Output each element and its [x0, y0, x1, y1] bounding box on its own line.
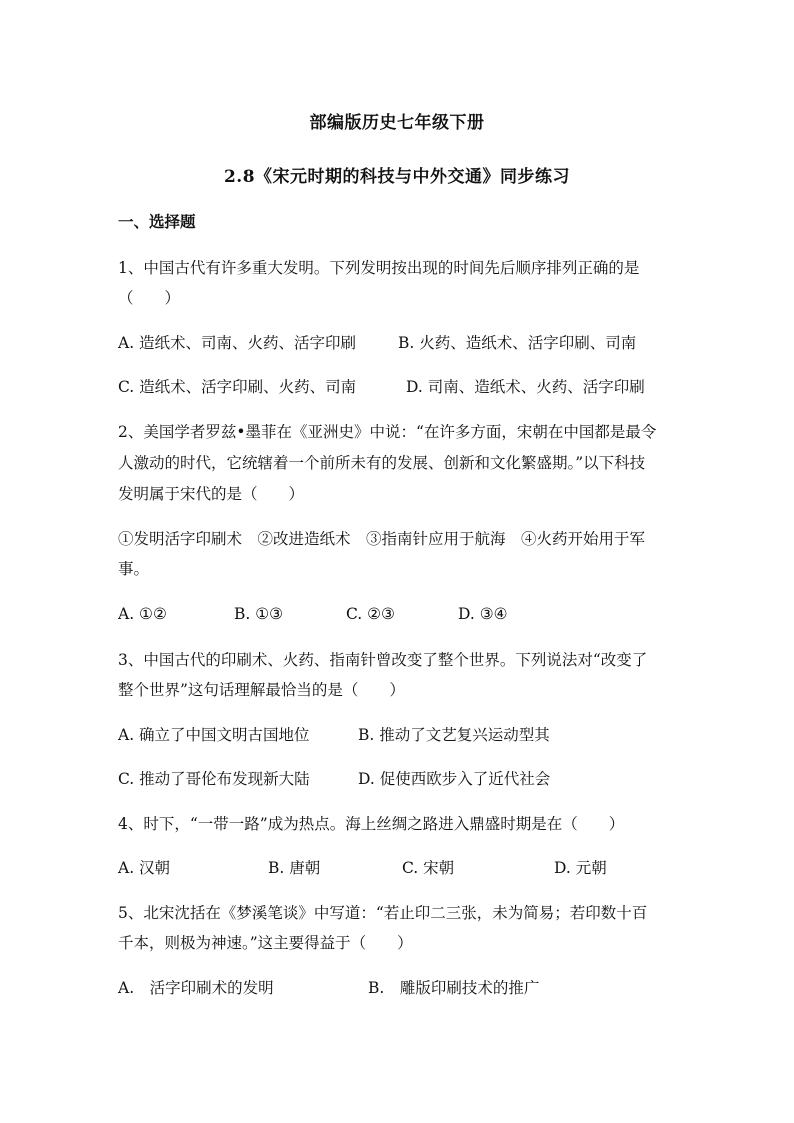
question-1-stem-line-1: 1、中国古代有许多重大发明。下列发明按出现的时间先后顺序排列正确的是 — [118, 259, 640, 277]
question-2-stem-line-1: 2、美国学者罗兹•墨菲在《亚洲史》中说：“在许多方面，宋朝在中国都是最令 — [118, 423, 657, 441]
question-1-option-a: A. 造纸术、司南、火药、活字印刷 — [118, 334, 357, 352]
question-1-option-c: C. 造纸术、活字印刷、火药、司南 — [118, 378, 357, 396]
question-2-option-d: D. ③④ — [458, 605, 508, 623]
question-4-option-b: B. 唐朝 — [268, 859, 321, 877]
question-1-option-d: D. 司南、造纸术、火药、活字印刷 — [406, 378, 645, 396]
question-5-option-a: A. 活字印刷术的发明 — [118, 979, 274, 997]
question-1-stem-line-2: （ ） — [118, 289, 181, 307]
question-5-stem-line-2: 千本，则极为神速。”这主要得益于（ ） — [118, 934, 413, 952]
question-2-option-c: C. ②③ — [346, 605, 395, 623]
question-3-option-c: C. 推动了哥伦布发现新大陆 — [118, 770, 310, 788]
question-2-option-a: A. ①② — [118, 605, 167, 623]
question-4-option-c: C. 宋朝 — [402, 859, 455, 877]
question-4-option-a: A. 汉朝 — [118, 859, 171, 877]
question-2-stem-line-2: 人激动的时代，它统辖着一个前所未有的发展、创新和文化繁盛期。”以下科技 — [118, 454, 646, 472]
question-5-stem-line-1: 5、北宋沈括在《梦溪笔谈》中写道：“若止印二三张，未为简易；若印数十百 — [118, 904, 648, 922]
document-subtitle: 2.8《宋元时期的科技与中外交通》同步练习 — [223, 167, 571, 187]
question-4-option-d: D. 元朝 — [554, 859, 607, 877]
question-3-stem-line-2: 整个世界”这句话理解最恰当的是（ ） — [118, 681, 405, 699]
question-2-items-line-1: ①发明活字印刷术 ②改进造纸术 ③指南针应用于航海 ④火药开始用于军 — [118, 530, 646, 548]
question-3-stem-line-1: 3、中国古代的印刷术、火药、指南针曾改变了整个世界。下列说法对“改变了 — [118, 651, 648, 669]
question-3-option-a: A. 确立了中国文明古国地位 — [118, 726, 310, 744]
question-3-option-d: D. 促使西欧步入了近代社会 — [358, 770, 551, 788]
question-4-stem-line-1: 4、时下，“一带一路”成为热点。海上丝绸之路进入鼎盛时期是在（ ） — [118, 815, 625, 833]
question-3-option-b: B. 推动了文艺复兴运动型其 — [358, 726, 550, 744]
question-2-stem-line-3: 发明属于宋代的是（ ） — [118, 485, 305, 503]
question-2-items-line-2: 事。 — [118, 560, 150, 578]
section-heading: 一、选择题 — [118, 212, 196, 231]
question-1-option-b: B. 火药、造纸术、活字印刷、司南 — [398, 334, 637, 352]
question-5-option-b: B. 雕版印刷技术的推广 — [368, 979, 540, 997]
question-2-option-b: B. ①③ — [234, 605, 284, 623]
document-title: 部编版历史七年级下册 — [309, 113, 485, 133]
